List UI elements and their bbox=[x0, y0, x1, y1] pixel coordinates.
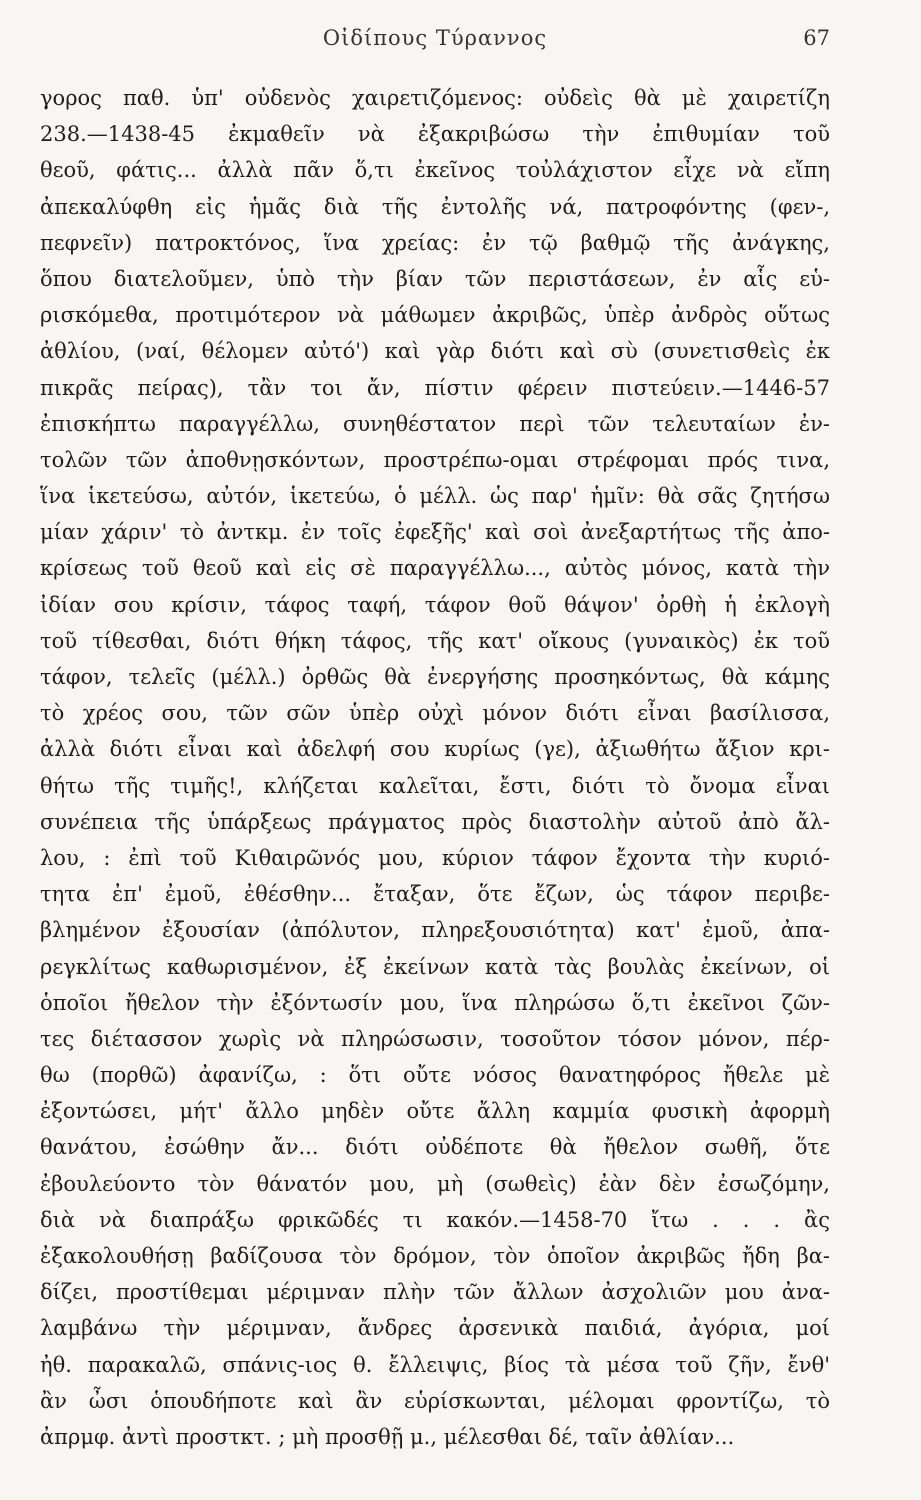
commentary-text bbox=[40, 80, 830, 1455]
text-line: διὰ νὰ διαπράξω φρικῶδές τι κακόν.—1458-70 ἴτω . . . ἂς bbox=[40, 1207, 830, 1232]
text-line: ρεγκλίτως καθωρισμένον, ἐξ ἐκείνων κατὰ τὰς βουλὰς ἐκείνων, οἱ bbox=[40, 954, 830, 979]
text-line: ἵνα ἱκετεύσω, αὐτόν, ἱκετεύω, ὁ μέλλ. ὡς παρ' ἡμῖν: θὰ σᾶς ζητήσω bbox=[40, 484, 830, 509]
text-line: λου, : ἐπὶ τοῦ Κιθαιρῶνός μου, κύριον τάφον ἔχοντα τὴν κυριό- bbox=[40, 845, 830, 870]
text-line: γορος παθ. ὑπ' οὐδενὸς χαιρετιζόμενος: οὐδεὶς θὰ μὲ χαιρετίζη bbox=[40, 86, 830, 110]
text-line: ἐξοντώσει, μήτ' ἄλλο μηδὲν οὔτε ἄλλη καμμία φυσικὴ ἀφορμὴ bbox=[40, 1099, 830, 1124]
text-line: κρίσεως τοῦ θεοῦ καὶ εἰς σὲ παραγγέλλω..., αὐτὸς μόνος, κατὰ τὴν bbox=[40, 556, 830, 581]
text-line: ἀλλὰ διότι εἶναι καὶ ἀδελφή σου κυρίως (γε), ἀξιωθήτω ἄξιον κρι- bbox=[40, 737, 830, 762]
text-line: ἐπισκήπτω παραγγέλλω, συνηθέστατον περὶ τῶν τελευταίων ἐν- bbox=[40, 411, 830, 436]
text-line: δίζει, προστίθεμαι μέριμναν πλὴν τῶν ἄλλων ἀσχολιῶν μου ἀνα- bbox=[40, 1280, 830, 1305]
text-line: 238.—1438-45 ἐκμαθεῖν νὰ ἐξακριβώσω τὴν ἐπιθυμίαν τοῦ bbox=[40, 122, 830, 147]
running-title: Οἰδίπους Τύραννος bbox=[322, 26, 548, 50]
text-line: τες διέτασσον χωρὶς νὰ πληρώσωσιν, τοσοῦτον τόσον μόνον, πέρ- bbox=[40, 1026, 830, 1051]
text-line: ἀπρμφ. ἀντὶ προστκτ. ; μὴ προσθῇ μ., μέλεσθαι δέ, ταῖν ἀθλίαν... bbox=[40, 1424, 735, 1449]
text-line: πεφνεῖν) πατροκτόνος, ἵνα χρείας: ἐν τῷ βαθμῷ τῆς ἀνάγκης, bbox=[40, 230, 830, 255]
page-number: 67 bbox=[803, 26, 830, 50]
text-line: ἂν ὦσι ὁπουδήποτε καὶ ἂν εὑρίσκωνται, μέλομαι φροντίζω, τὸ bbox=[40, 1388, 830, 1413]
text-line: ἀπεκαλύφθη εἰς ἡμᾶς διὰ τῆς ἐντολῆς νά, πατροφόντης (φεν-, bbox=[40, 194, 830, 219]
text-line: τοῦ τίθεσθαι, διότι θήκη τάφος, τῆς κατ' οἴκους (γυναικὸς) ἐκ τοῦ bbox=[40, 628, 830, 653]
text-line: θήτω τῆς τιμῆς!, κλήζεται καλεῖται, ἔστι, διότι τὸ ὄνομα εἶναι bbox=[40, 773, 830, 798]
text-line: τάφον, τελεῖς (μέλλ.) ὀρθῶς θὰ ἐνεργήσης προσηκόντως, θὰ κάμης bbox=[40, 665, 830, 689]
text-line: πικρᾶς πείρας), τἂν τοι ἄν, πίστιν φέρειν πιστεύειν.—1446-57 bbox=[40, 375, 830, 400]
text-line: τὸ χρέος σου, τῶν σῶν ὑπὲρ οὐχὶ μόνον διότι εἶναι βασίλισσα, bbox=[40, 701, 830, 726]
text-line: μίαν χάριν' τὸ ἀντκμ. ἐν τοῖς ἐφεξῆς' καὶ σοὶ ἀνεξαρτήτως τῆς ἀπο- bbox=[40, 520, 830, 545]
text-line: τολῶν τῶν ἀποθνῃσκόντων, προστρέπω-ομαι στρέφομαι πρός τινα, bbox=[40, 447, 830, 472]
page-header bbox=[40, 22, 830, 62]
text-line: βλημένον ἐξουσίαν (ἀπόλυτον, πληρεξουσιότητα) κατ' ἐμοῦ, ἀπα- bbox=[40, 918, 830, 943]
text-line: ἰδίαν σου κρίσιν, τάφος ταφή, τάφον θοῦ θάψον' ὀρθὴ ἡ ἐκλογὴ bbox=[40, 592, 830, 617]
text-line: ἀθλίου, (ναί, θέλομεν αὐτό') καὶ γὰρ διότι καὶ σὺ (συνετισθεὶς ἐκ bbox=[40, 339, 830, 364]
text-line: λαμβάνω τὴν μέριμναν, ἄνδρες ἀρσενικὰ παιδιά, ἀγόρια, μοί bbox=[40, 1316, 830, 1341]
text-line: ἐξακολουθήσῃ βαδίζουσα τὸν δρόμον, τὸν ὁποῖον ἀκριβῶς ἤδη βα- bbox=[40, 1244, 830, 1268]
text-line: θεοῦ, φάτις... ἀλλὰ πᾶν ὅ,τι ἐκεῖνος τοὐλάχιστον εἶχε νὰ εἴπη bbox=[40, 158, 830, 183]
text-line: θανάτου, ἐσώθην ἄν... διότι οὐδέποτε θὰ ἤθελον σωθῆ, ὅτε bbox=[40, 1135, 830, 1160]
text-line: ἐβουλεύοντο τὸν θάνατόν μου, μὴ (σωθεὶς) ἐὰν δὲν ἐσωζόμην, bbox=[40, 1171, 830, 1196]
text-line: θω (πορθῶ) ἀφανίζω, : ὅτι οὔτε νόσος θανατηφόρος ἤθελε μὲ bbox=[40, 1063, 830, 1088]
text-line: ἠθ. παρακαλῶ, σπάνις-ιος θ. ἔλλειψις, βίος τὰ μέσα τοῦ ζῆν, ἔνθ' bbox=[40, 1352, 830, 1377]
text-line: τητα ἐπ' ἐμοῦ, ἐθέσθην... ἔταξαν, ὅτε ἔζων, ὡς τάφον περιβε- bbox=[40, 882, 830, 907]
text-line: ὁποῖοι ἤθελον τὴν ἐξόντωσίν μου, ἵνα πληρώσω ὅ,τι ἐκεῖνοι ζῶν- bbox=[40, 990, 830, 1015]
text-line: συνέπεια τῆς ὑπάρξεως πράγματος πρὸς διαστολὴν αὐτοῦ ἀπὸ ἄλ- bbox=[40, 809, 830, 834]
text-line: ρισκόμεθα, προτιμότερον νὰ μάθωμεν ἀκριβῶς, ὑπὲρ ἀνδρὸς οὕτως bbox=[40, 303, 830, 328]
text-line: ὅπου διατελοῦμεν, ὑπὸ τὴν βίαν τῶν περιστάσεων, ἐν αἷς εὑ- bbox=[40, 266, 830, 291]
